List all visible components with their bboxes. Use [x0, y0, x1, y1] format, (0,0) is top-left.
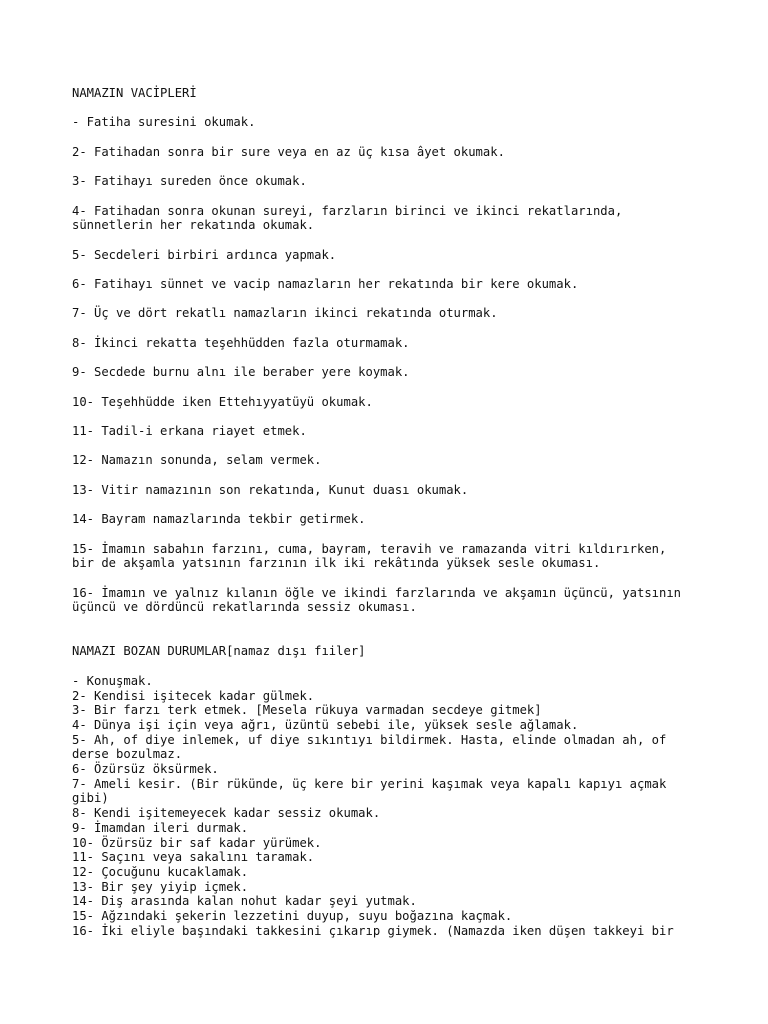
- list-item: 4- Fatihadan sonra okunan sureyi, farzların birinci ve ikinci rekatlarında, sünnetlerin her rekatında okumak.: [72, 203, 623, 233]
- list-item: 6- Fatihayı sünnet ve vacip namazların her rekatında bir kere okumak.: [72, 277, 579, 292]
- list-item: 16- İmamın ve yalnız kılanın öğle ve ikindi farzlarında ve akşamın üçüncü, yatsının üçüncü ve dördüncü rekatlarında sessiz okuması.: [72, 585, 682, 615]
- list-item: 4- Dünya işi için veya ağrı, üzüntü sebebi ile, yüksek sesle ağlamak.: [72, 717, 579, 732]
- list-item: 6- Özürsüz öksürmek.: [72, 762, 219, 777]
- list-item: 11- Saçını veya sakalını taramak.: [72, 850, 315, 865]
- list-item: 7- Ameli kesir. (Bir rükünde, üç kere bir yerini kaşımak veya kapalı kapıyı açmak gibi): [72, 776, 667, 806]
- section-spacer: [72, 630, 712, 645]
- document-page: [72, 86, 712, 938]
- list-item: 14- Bayram namazlarında tekbir getirmek.: [72, 512, 366, 527]
- list-item: 12- Çocuğunu kucaklamak.: [72, 864, 249, 879]
- vacipler-list: [72, 115, 712, 615]
- list-item: 9- İmamdan ileri durmak.: [72, 820, 249, 835]
- list-item: 3- Bir farzı terk etmek. [Mesela rükuya varmadan secdeye gitmek]: [72, 703, 542, 718]
- section-title-vacipler: NAMAZIN VACİPLERİ: [72, 86, 197, 100]
- bozan-durumlar-list: [72, 674, 712, 939]
- list-item: 14- Diş arasında kalan nohut kadar şeyi yutmak.: [72, 894, 417, 909]
- list-item: 8- İkinci rekatta teşehhüdden fazla oturmamak.: [72, 335, 410, 350]
- section-title-bozan-durumlar: NAMAZI BOZAN DURUMLAR[namaz dışı fıiler]: [72, 644, 366, 659]
- list-item: - Konuşmak.: [72, 673, 153, 688]
- list-item: 15- İmamın sabahın farzını, cuma, bayram, teravih ve ramazanda vitri kıldırırken, bir de akşamla yatsının farzının ilk iki rekâtında yüksek sesle okuması.: [72, 541, 667, 571]
- list-item: 9- Secdede burnu alnı ile beraber yere koymak.: [72, 365, 410, 380]
- list-item: 13- Vitir namazının son rekatında, Kunut duası okumak.: [72, 482, 469, 497]
- list-item: 10- Özürsüz bir saf kadar yürümek.: [72, 835, 322, 850]
- list-item: 15- Ağzındaki şekerin lezzetini duyup, suyu boğazına kaçmak.: [72, 909, 513, 924]
- list-item: 13- Bir şey yiyip içmek.: [72, 879, 249, 894]
- list-item: 5- Ah, of diye inlemek, uf diye sıkıntıyı bildirmek. Hasta, elinde olmadan ah, of derse bozulmaz.: [72, 732, 667, 762]
- list-item: 3- Fatihayı sureden önce okumak.: [72, 174, 307, 189]
- list-item: - Fatiha suresini okumak.: [72, 115, 256, 130]
- list-item: 2- Kendisi işitecek kadar gülmek.: [72, 688, 315, 703]
- list-item: 12- Namazın sonunda, selam vermek.: [72, 453, 322, 468]
- list-item: 16- İki eliyle başındaki takkesini çıkarıp giymek. (Namazda iken düşen takkeyi bir: [72, 923, 674, 938]
- list-item: 10- Teşehhüdde iken Ettehıyyatüyü okumak.: [72, 394, 373, 409]
- list-item: 8- Kendi işitemeyecek kadar sessiz okumak.: [72, 806, 381, 821]
- list-item: 5- Secdeleri birbiri ardınca yapmak.: [72, 247, 337, 262]
- list-item: 11- Tadil-i erkana riayet etmek.: [72, 424, 307, 438]
- list-item: 7- Üç ve dört rekatlı namazların ikinci rekatında oturmak.: [72, 306, 498, 321]
- list-item: 2- Fatihadan sonra bir sure veya en az üç kısa âyet okumak.: [72, 144, 505, 159]
